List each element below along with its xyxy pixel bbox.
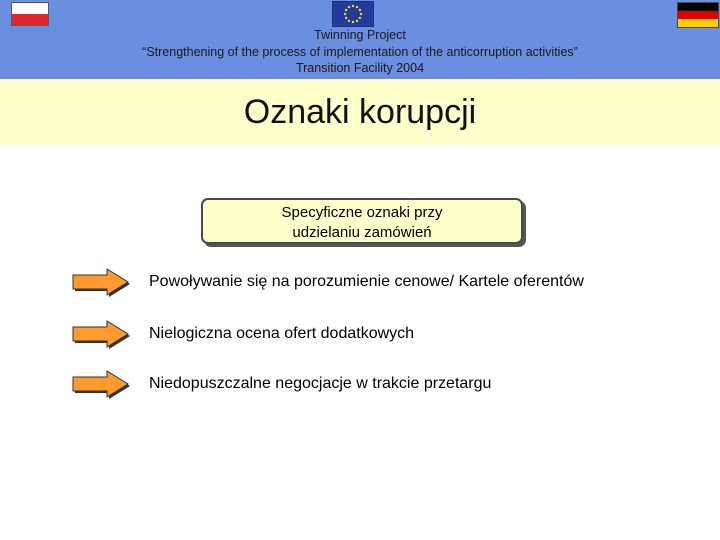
bullet-item (72, 319, 692, 349)
bullet-text: Niedopuszczalne negocjacje w trakcie przetargu (149, 375, 492, 392)
project-facility: Transition Facility 2004 (295, 61, 425, 75)
bullet-text: Nielogiczna ocena ofert dodatkowych (149, 325, 415, 342)
bullet-text: Powoływanie się na porozumienie cenowe/ Kartele oferentów (149, 273, 584, 290)
project-name: Twinning Project (314, 28, 406, 42)
eu-flag-icon (332, 1, 374, 27)
orange-arrow-icon (72, 369, 132, 399)
header-banner (0, 0, 720, 79)
orange-arrow-icon (72, 267, 132, 297)
topic-box (201, 198, 523, 244)
topic-line-1: Specyficzne oznaki przy (281, 204, 443, 221)
orange-arrow-icon (72, 319, 132, 349)
project-header-text (0, 27, 720, 77)
topic-line-2: udzielaniu zamówień (292, 224, 432, 241)
slide-title: Oznaki korupcji (243, 93, 477, 131)
bullet-item (72, 267, 692, 297)
project-subtitle: “Strengthening of the process of implementation of the anticorruption activities” (142, 44, 578, 59)
germany-flag-icon (677, 2, 719, 28)
bullet-item (72, 369, 692, 399)
poland-flag-icon (11, 2, 49, 26)
